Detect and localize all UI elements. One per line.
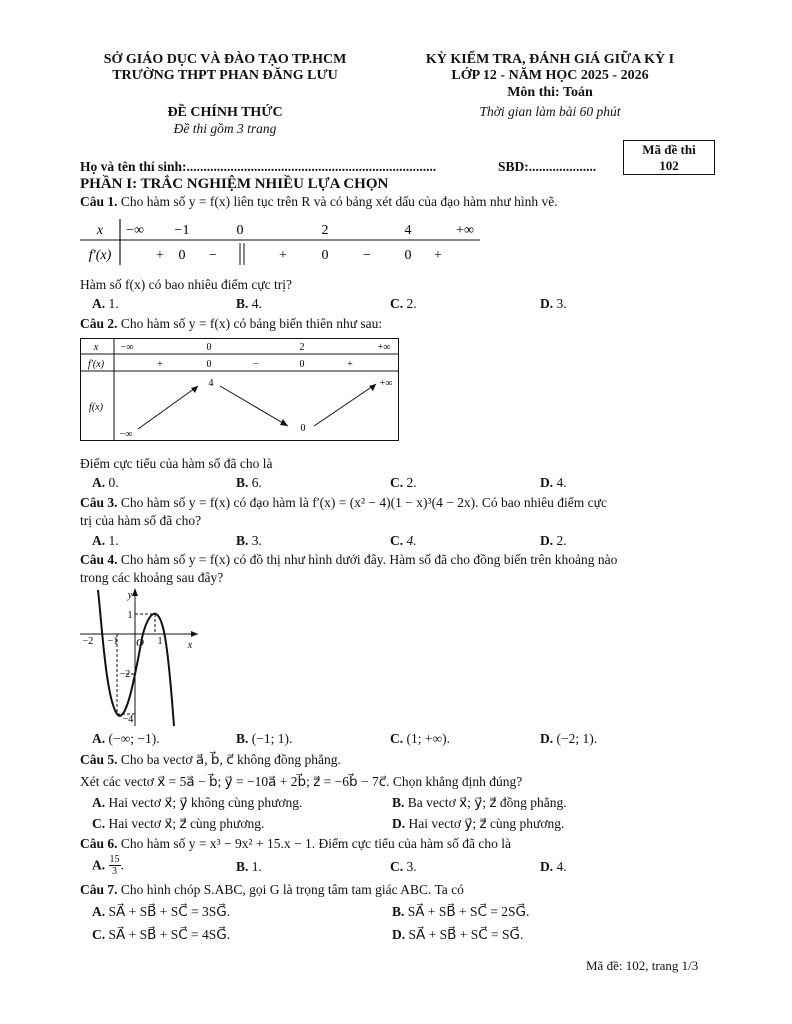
q2-option-b[interactable]: B. 6.	[236, 475, 262, 490]
q1-option-a[interactable]: A. 1.	[92, 296, 119, 311]
q4-option-b[interactable]: B. (−1; 1).	[236, 731, 293, 746]
q4-x-tick-1: 1	[157, 636, 163, 647]
q5-stem	[80, 752, 341, 768]
q1-sign-7: 0	[404, 248, 412, 263]
q2-arrow-up-2	[314, 384, 376, 426]
q2-fp-label: f′(x)	[87, 359, 105, 370]
q1-sign-3: −	[209, 248, 217, 263]
official-label: ĐỀ CHÍNH THỨC	[167, 105, 283, 120]
q2-question: Điểm cực tiểu của hàm số đã cho là	[80, 456, 273, 471]
q3-stem	[80, 495, 607, 511]
q2-stem	[80, 316, 382, 332]
q2-f-min: 0	[300, 423, 306, 434]
q4-stem	[80, 552, 617, 568]
exam-code-value: 102	[659, 158, 679, 173]
q2-sign-3: −	[253, 359, 259, 370]
q1-sign-5: 0	[321, 248, 329, 263]
q2-f-neg-inf: −∞	[119, 429, 133, 440]
q1-stem	[80, 194, 558, 210]
q4-label: Câu 4.	[80, 552, 118, 567]
q4-x-tick-neg2: −2	[82, 636, 94, 647]
q4-text-line1: Cho hàm số y = f(x) có đồ thị như hình dưới đây. Hàm số đã cho đồng biến trên khoảng nào	[120, 552, 618, 567]
candidate-name-field: Họ và tên thí sinh:..........................................................................	[80, 159, 437, 174]
q7-option-d[interactable]: D. SA⃗ + SB⃗ + SC⃗ = SG⃗.	[392, 927, 524, 942]
exam-time: Thời gian làm bài 60 phút	[479, 104, 621, 119]
q3-label: Câu 3.	[80, 495, 118, 510]
q2-option-a[interactable]: A. 0.	[92, 475, 119, 490]
exam-code-box	[623, 140, 715, 175]
pages-note: Đề thi gồm 3 trang	[173, 121, 277, 136]
q4-option-a[interactable]: A. (−∞; −1).	[92, 731, 160, 746]
dept-name: SỞ GIÁO DỤC VÀ ĐÀO TẠO TP.HCM	[103, 52, 347, 67]
q3-text-line1: Cho hàm số y = f(x) có đạo hàm là f′(x) = (x² − 4)(1 − x)³(4 − 2x). Có bao nhiêu điểm cực	[120, 495, 607, 510]
q2-f-label: f(x)	[89, 402, 103, 413]
grade-year: LỚP 12 - NĂM HỌC 2025 - 2026	[451, 68, 649, 83]
q1-sign-2: 0	[178, 248, 186, 263]
subject: Môn thi: Toán	[507, 85, 593, 100]
q7-option-a[interactable]: A. SA⃗ + SB⃗ + SC⃗ = 3SG⃗.	[92, 904, 231, 919]
q1-question: Hàm số f(x) có bao nhiêu điểm cực trị?	[80, 277, 292, 292]
q1-sign-6: −	[363, 248, 371, 263]
q2-arrow-up-1	[138, 386, 198, 429]
q1-sign-8: +	[434, 248, 442, 263]
q2-arrow-down	[220, 386, 288, 426]
q7-option-b[interactable]: B. SA⃗ + SB⃗ + SC⃗ = 2SG⃗.	[392, 904, 530, 919]
q2-text: Cho hàm số y = f(x) có bảng biến thiên như sau:	[120, 316, 383, 331]
q1-x-0: 0	[236, 223, 244, 238]
q6-label: Câu 6.	[80, 836, 118, 851]
q6-option-d[interactable]: D. 4.	[540, 859, 567, 874]
q2-x-pos-inf: +∞	[377, 342, 391, 353]
q2-option-d[interactable]: D. 4.	[540, 475, 567, 490]
q2-x-neg-inf: −∞	[120, 342, 134, 353]
q1-option-c[interactable]: C. 2.	[390, 296, 417, 311]
q7-option-c[interactable]: C. SA⃗ + SB⃗ + SC⃗ = 4SG⃗.	[92, 927, 231, 942]
q1-x-label: x	[96, 223, 104, 238]
q1-sign-4: +	[279, 248, 287, 263]
q3-option-b[interactable]: B. 3.	[236, 533, 262, 548]
exam-code-label: Mã đề thi	[642, 142, 696, 157]
q4-y-tick-neg2: −2	[119, 669, 131, 680]
q3-text-line2: trị của hàm số đã cho?	[80, 513, 202, 528]
q2-f-max: 4	[208, 378, 214, 389]
q5-option-a[interactable]: A. Hai vectơ x⃗; y⃗ không cùng phương.	[92, 795, 303, 810]
q6-text: Cho hàm số y = x³ − 9x² + 15.x − 1. Điểm cực tiểu của hàm số đã cho là	[120, 836, 511, 851]
q6-option-a[interactable]: A. $\frac{15}{3}$ .	[92, 854, 124, 877]
q1-fx-label: f′(x)	[88, 248, 112, 263]
q5-option-b[interactable]: B. Ba vectơ x⃗; y⃗; z⃗ đồng phẳng.	[392, 795, 567, 810]
q4-option-d[interactable]: D. (−2; 1).	[540, 731, 598, 746]
q4-text-line2: trong các khoảng sau đây?	[80, 570, 224, 585]
q2-sign-4: 0	[299, 359, 305, 370]
q1-x-pos-inf: +∞	[456, 223, 474, 238]
q2-label: Câu 2.	[80, 316, 118, 331]
q5-option-c[interactable]: C. Hai vectơ x⃗; z⃗ cùng phương.	[92, 816, 265, 831]
q6-option-b[interactable]: B. 1.	[236, 859, 262, 874]
q2-x-2: 2	[299, 342, 305, 353]
q2-sign-5: +	[347, 359, 353, 370]
q4-origin-label: O	[136, 637, 144, 649]
q1-sign-table	[80, 217, 490, 269]
q3-option-d[interactable]: D. 2.	[540, 533, 567, 548]
q2-sign-2: 0	[206, 359, 212, 370]
q7-text: Cho hình chóp S.ABC, gọi G là trọng tâm tam giác ABC. Ta có	[120, 882, 464, 897]
q4-y-tick-neg4: −4	[122, 714, 134, 725]
q5-label: Câu 5.	[80, 752, 118, 767]
q1-sign-1: +	[156, 248, 164, 263]
q7-stem	[80, 882, 464, 898]
q4-function-graph	[80, 586, 200, 728]
q1-x-2: 2	[321, 223, 329, 238]
page-footer: Mã đề: 102, trang 1/3	[586, 958, 699, 973]
sbd-field: SBD:....................	[498, 159, 597, 174]
q5-option-d[interactable]: D. Hai vectơ y⃗; z⃗ cùng phương.	[392, 816, 565, 831]
q7-label: Câu 7.	[80, 882, 118, 897]
section-title: PHẦN I: TRẮC NGHIỆM NHIỀU LỰA CHỌN	[80, 176, 389, 192]
q2-x-0: 0	[206, 342, 212, 353]
q4-option-c[interactable]: C. (1; +∞).	[390, 731, 450, 746]
q6-stem	[80, 836, 511, 852]
q2-f-pos-inf: +∞	[379, 378, 393, 389]
q4-y-tick-1: 1	[127, 610, 133, 621]
exam-title: KỲ KIỂM TRA, ĐÁNH GIÁ GIỮA KỲ I	[425, 52, 675, 67]
q2-variation-table	[80, 338, 400, 442]
q2-option-c[interactable]: C. 2.	[390, 475, 417, 490]
q2-x-label: x	[93, 342, 99, 353]
q1-label: Câu 1.	[80, 194, 118, 209]
q1-x-minus1: −1	[174, 223, 190, 238]
school-name: TRƯỜNG THPT PHAN ĐĂNG LƯU	[112, 68, 338, 83]
q1-text: Cho hàm số y = f(x) liên tục trên R và có bảng xét dấu của đạo hàm như hình vẽ.	[120, 194, 558, 209]
q4-x-tick-neg1: −1	[107, 636, 119, 647]
q4-x-axis-label: x	[187, 640, 193, 651]
q3-option-c[interactable]: C. 4.	[390, 533, 417, 548]
q1-option-b[interactable]: B. 4.	[236, 296, 262, 311]
q4-y-axis-label: y	[127, 590, 133, 601]
q5-text-line2: Xét các vectơ x⃗ = 5a⃗ − b⃗; y⃗ = −10a⃗ + 2b⃗; z⃗ = −6b⃗ − 7c⃗. Chọn khẳng định đúng?	[80, 774, 523, 789]
q1-option-d[interactable]: D. 3.	[540, 296, 567, 311]
q6-option-a-denominator: 3	[112, 866, 117, 877]
q5-text-line1: Cho ba vectơ a⃗, b⃗, c⃗ không đồng phẳng.	[120, 752, 341, 767]
q2-sign-1: +	[157, 359, 163, 370]
q1-x-4: 4	[404, 223, 412, 238]
q1-x-neg-inf: −∞	[126, 223, 144, 238]
q3-option-a[interactable]: A. 1.	[92, 533, 119, 548]
q6-option-a-numerator: 15	[109, 854, 120, 865]
q6-option-c[interactable]: C. 3.	[390, 859, 417, 874]
